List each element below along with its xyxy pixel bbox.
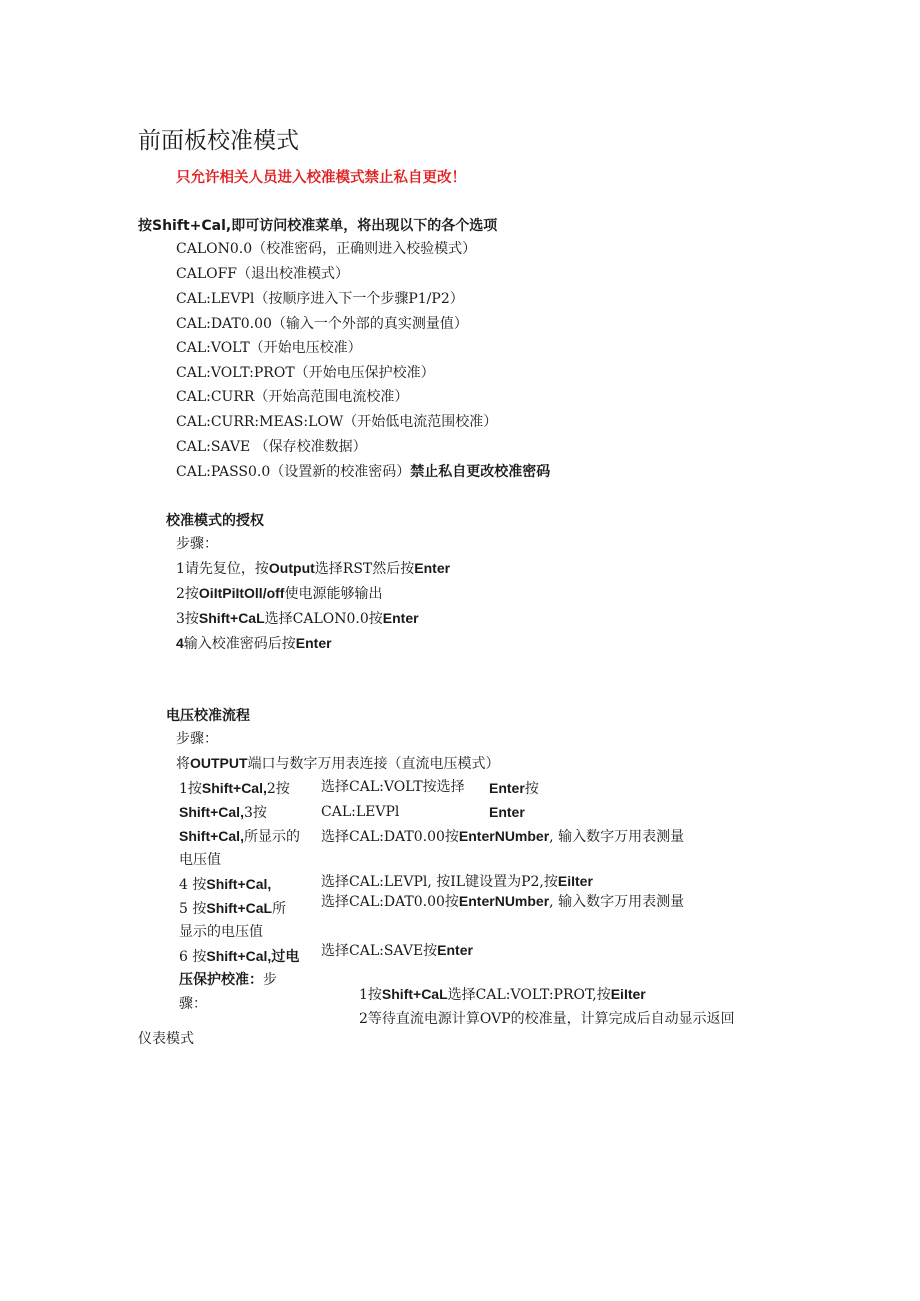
volt-col1-line: 电压值 — [179, 852, 221, 868]
volt-col2-line: 选择CAL:SAVE按Enter — [321, 942, 473, 959]
prot-step-1: 1按Shift+CaL选择CAL:VOLT:PROT,按EiIter — [359, 986, 646, 1003]
volt-col1-line: 6 按Shift+Cal,过电 — [179, 948, 300, 965]
volt-col1-line: 骤： — [179, 996, 207, 1012]
volt-col2-line: 选择CAL:DAT0.00按EnterNUmber, 输入数字万用表测量 — [321, 893, 685, 910]
menu-item: CAL:SAVE （保存校准数据） — [176, 439, 367, 455]
volt-col1-line: Shift+Cal,3按 — [179, 804, 267, 821]
menu-item: CALON0.0（校准密码，正确则进入校验模式） — [176, 241, 477, 257]
auth-step-3: 3按Shift+CaL选择CALON0.0按Enter — [176, 610, 419, 627]
warning-text: 只允许相关人员进入校准模式禁止私自更改！ — [176, 170, 466, 186]
menu-item: CAL:DAT0.00（输入一个外部的真实测量值） — [176, 316, 468, 332]
volt-heading: 电压校准流程 — [166, 708, 250, 724]
volt-steps-label: 步骤： — [176, 731, 218, 747]
menu-item: CAL:VOLT:PROT（开始电压保护校准） — [176, 365, 435, 381]
volt-col1-line: 4 按Shift+Cal, — [179, 876, 272, 893]
volt-col2-line: CAL:LEVPl — [321, 804, 400, 820]
volt-col1-line: 显示的电压值 — [179, 924, 263, 940]
volt-col1-line: 5 按Shift+CaL所 — [179, 900, 287, 917]
menu-item: CAL:CURR（开始高范围电流校准） — [176, 389, 409, 405]
intro-text: 按Shift+Cal,即可访问校准菜单，将出现以下的各个选项 — [138, 218, 498, 234]
volt-col3-line: Enter — [489, 804, 525, 820]
volt-col2-line: 选择CAL:LEVPl, 按IL键设置为P2,按EiIter — [321, 873, 593, 890]
auth-heading: 校准模式的授权 — [166, 513, 264, 529]
volt-col1-line: 1按Shift+Cal,2按 — [179, 780, 290, 797]
menu-item: CAL:LEVPl（按顺序进入下一个步骤P1/P2） — [176, 291, 464, 307]
prot-step-2: 2等待直流电源计算OVP的校准量，计算完成后自动显示返回 — [359, 1011, 735, 1027]
menu-item: CALOFF（退出校准模式） — [176, 266, 350, 282]
volt-connect: 将OUTPUT端口与数字万用表连接（直流电压模式） — [176, 755, 500, 772]
volt-col1-line: Shift+Cal,所显示的 — [179, 828, 300, 845]
volt-col2-line: 选择CAL:DAT0.00按EnterNUmber, 输入数字万用表测量 — [321, 828, 685, 845]
menu-item: CAL:CURR:MEAS:LOW（开始低电流范围校准） — [176, 414, 498, 430]
volt-col3-line: Enter按 — [489, 780, 539, 797]
auth-step-2: 2按OiItPiItOll/off使电源能够输出 — [176, 585, 383, 602]
auth-steps-label: 步骤： — [176, 536, 218, 552]
auth-step-4: 4输入校准密码后按Enter — [176, 635, 332, 652]
prot-step-2-tail: 仪表模式 — [138, 1031, 194, 1047]
menu-item-last: CAL:PASS0.0（设置新的校准密码）禁止私自更改校准密码 — [176, 464, 551, 480]
menu-item: CAL:VOLT（开始电压校准） — [176, 340, 362, 356]
page-title: 前面板校准模式 — [138, 128, 299, 154]
auth-step-1: 1请先复位，按Output选择RST然后按Enter — [176, 560, 451, 577]
volt-col1-line: 压保护校准：步 — [179, 972, 277, 988]
volt-col2-line: 选择CAL:VOLT按选择 — [321, 779, 465, 795]
